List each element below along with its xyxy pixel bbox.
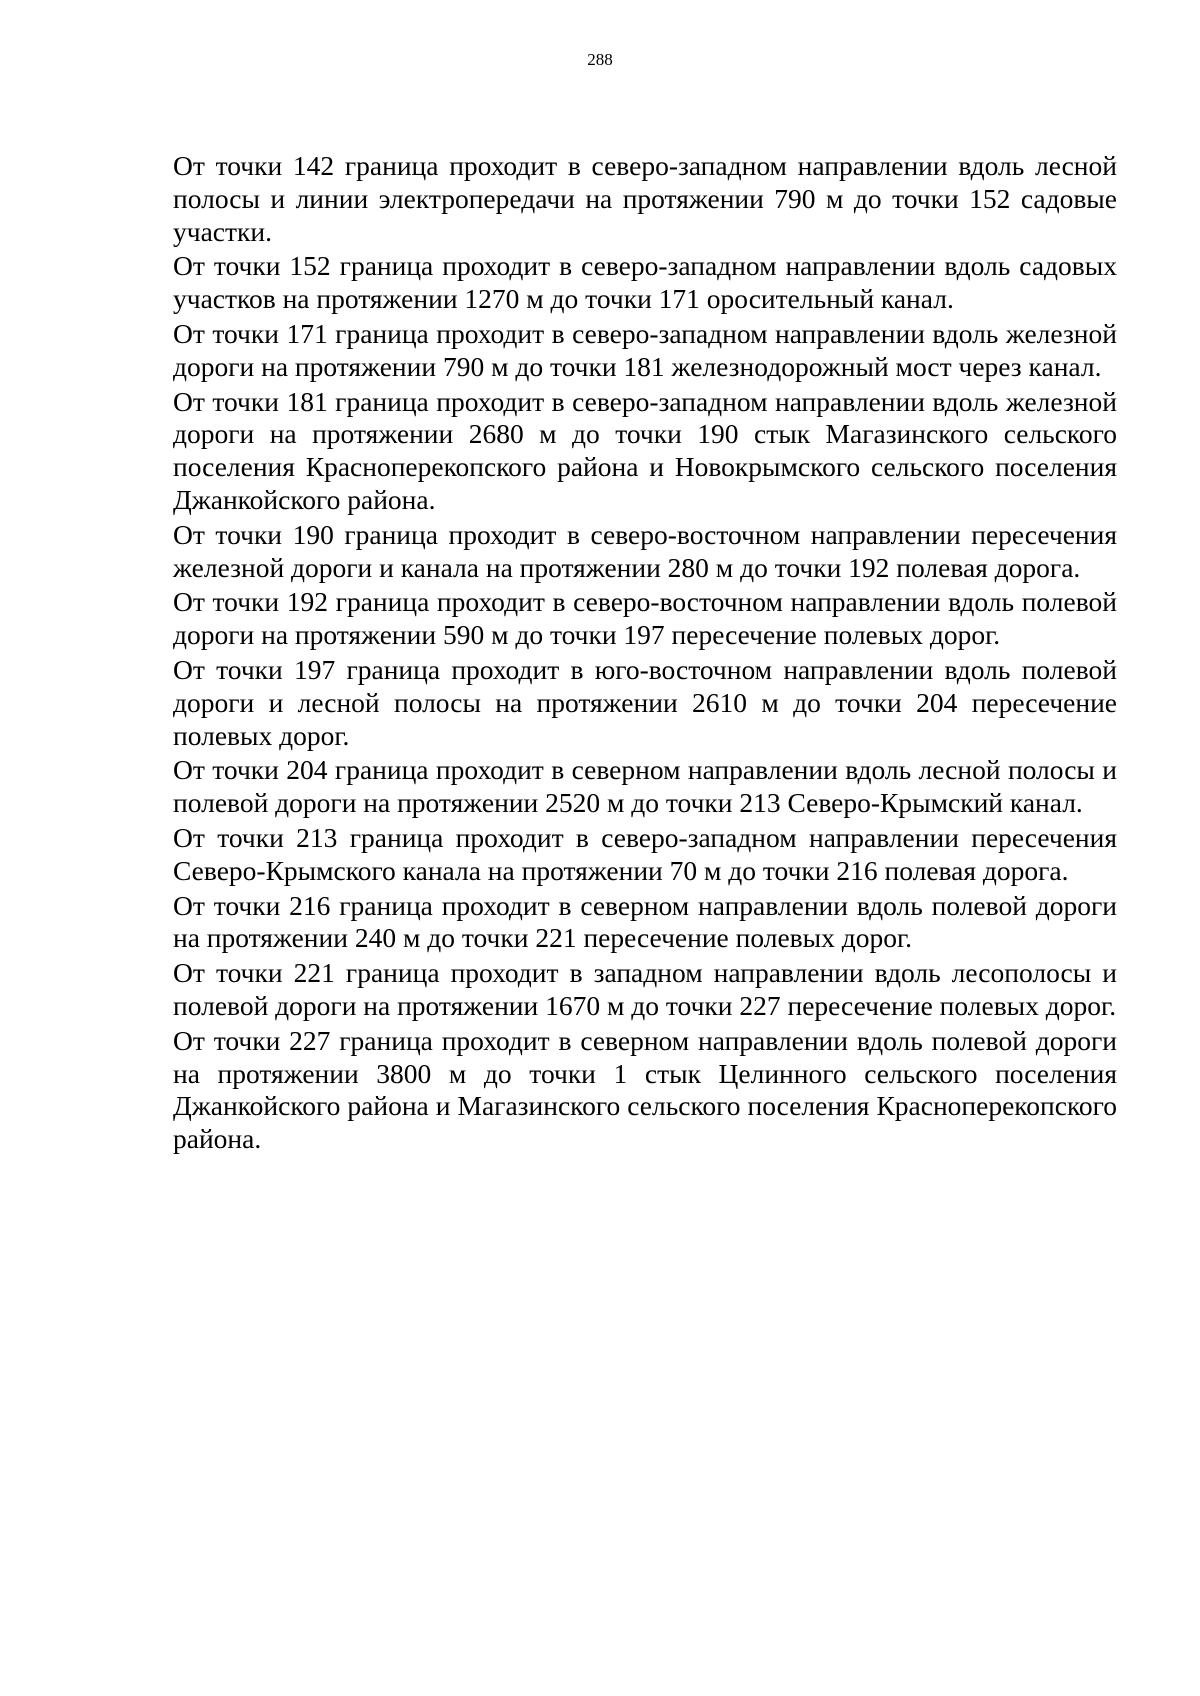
paragraph: От точки 152 граница проходит в северо-западном направлении вдоль садовых участков на протяжении 1270 м до точки 171 оросительный канал.: [173, 250, 1117, 315]
page-number: 288: [587, 50, 613, 69]
paragraph: От точки 181 граница проходит в северо-западном направлении вдоль железной дороги на протяжении 2680 м до точки 190 стык Магазинского сельского поселения Красноперекопского района и Новокрымского сельского поселения Джанкойского района.: [173, 385, 1117, 515]
paragraph: От точки 216 граница проходит в северном направлении вдоль полевой дороги на протяжении 240 м до точки 221 пересечение полевых дорог.: [173, 889, 1117, 954]
paragraph: От точки 204 граница проходит в северном направлении вдоль лесной полосы и полевой дороги на протяжении 2520 м до точки 213 Северо-Крымский канал.: [173, 754, 1117, 819]
paragraph: От точки 221 граница проходит в западном направлении вдоль лесополосы и полевой дороги на протяжении 1670 м до точки 227 пересечение полевых дорог.: [173, 957, 1117, 1021]
paragraph: От точки 227 граница проходит в северном направлении вдоль полевой дороги на протяжении 3800 м до точки 1 стык Целинного сельского поселения Джанкойского района и Магазинского сельского поселения Красноперекопского района.: [173, 1024, 1117, 1155]
paragraph: От точки 142 граница проходит в северо-западном направлении вдоль лесной полосы и линии электропередачи на протяжении 790 м до точки 152 садовые участки.: [173, 150, 1117, 247]
paragraph: От точки 192 граница проходит в северо-восточном направлении вдоль полевой дороги на протяжении 590 м до точки 197 пересечение полевых дорог.: [173, 586, 1117, 651]
document-body: [173, 150, 1117, 1158]
paragraph: От точки 171 граница проходит в северо-западном направлении вдоль железной дороги на протяжении 790 м до точки 181 железнодорожный мост через канал.: [173, 317, 1117, 382]
paragraph: От точки 213 граница проходит в северо-западном направлении пересечения Северо-Крымского канала на протяжении 70 м до точки 216 полевая дорога.: [173, 821, 1117, 886]
paragraph: От точки 190 граница проходит в северо-восточном направлении пересечения железной дороги и канала на протяжении 280 м до точки 192 полевая дорога.: [173, 518, 1117, 583]
paragraph: От точки 197 граница проходит в юго-восточном направлении вдоль полевой дороги и лесной полосы на протяжении 2610 м до точки 204 пересечение полевых дорог.: [173, 653, 1117, 751]
